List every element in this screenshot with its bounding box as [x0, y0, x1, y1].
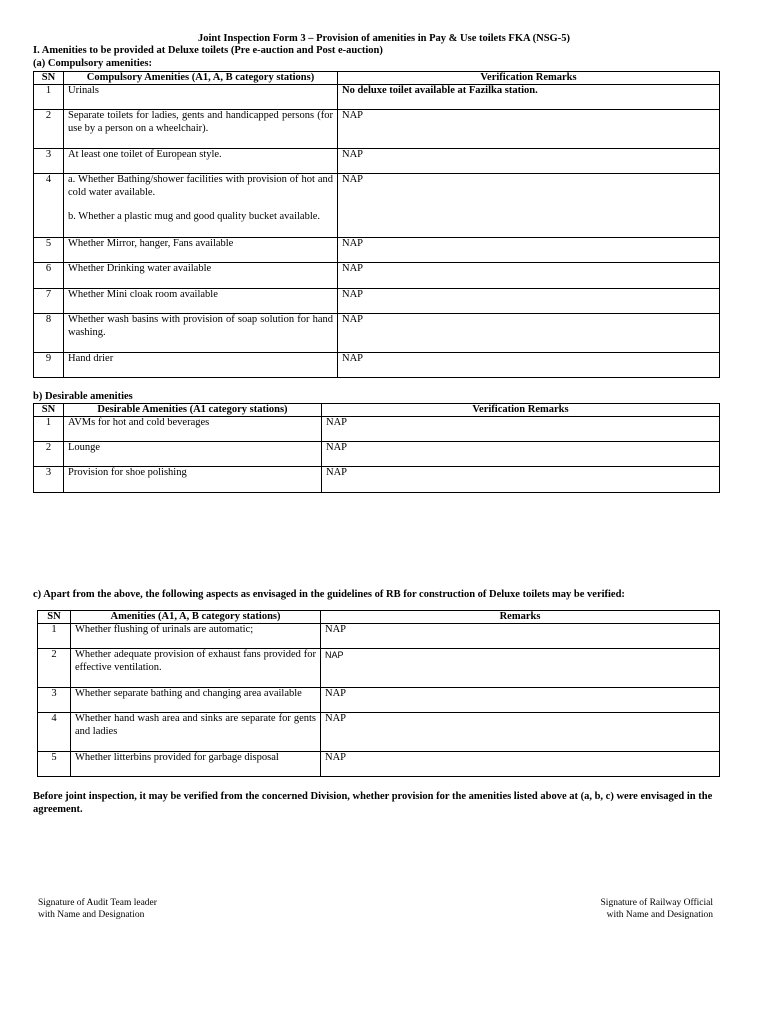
row-amenity: Whether adequate provision of exhaust fans provided for effective ventilation.: [71, 649, 321, 688]
verification-note: Before joint inspection, it may be verified from the concerned Division, whether provision for the amenities listed above at (a, b, c) were envisaged in the agreement.: [33, 791, 713, 815]
audit-signature-designation: with Name and Designation: [38, 909, 145, 920]
row-sn: 1: [34, 85, 64, 110]
table-header-row: [34, 404, 720, 417]
railway-signature-designation: with Name and Designation: [606, 909, 713, 920]
row-amenity: Whether Drinking water available: [64, 263, 338, 289]
row-remark: NAP: [322, 467, 720, 493]
row-remark: NAP: [321, 624, 720, 649]
row-amenity: Lounge: [64, 442, 322, 467]
column-header-sn: SN: [34, 404, 64, 417]
table-row: [34, 467, 720, 493]
row-amenity: Whether separate bathing and changing area available: [71, 688, 321, 713]
railway-signature-block: [570, 898, 713, 921]
column-header-sn: SN: [38, 611, 71, 624]
row-sn: 2: [38, 649, 71, 688]
row-amenity: Whether Mirror, hanger, Fans available: [64, 238, 338, 263]
column-header-remarks: Remarks: [321, 611, 720, 624]
table-row: [34, 174, 720, 238]
row-remark: NAP: [338, 174, 720, 238]
column-header-amenities: Desirable Amenities (A1 category stations): [64, 404, 322, 417]
row-remark: No deluxe toilet available at Fazilka station.: [338, 85, 720, 110]
table-row: [34, 442, 720, 467]
row-sn: 5: [38, 752, 71, 777]
column-header-remarks: Verification Remarks: [338, 72, 720, 85]
table-row: [38, 713, 720, 752]
table-row: [38, 688, 720, 713]
railway-signature-label: Signature of Railway Official: [600, 898, 713, 908]
row-sn: 4: [38, 713, 71, 752]
row-sn: 1: [38, 624, 71, 649]
row-sn: 3: [34, 149, 64, 174]
table-row: [34, 263, 720, 289]
row-amenity-part-b: b. Whether a plastic mug and good quality bucket available.: [68, 211, 321, 222]
row-remark: NAP: [338, 238, 720, 263]
row-amenity: Provision for shoe polishing: [64, 467, 322, 493]
row-sn: 4: [34, 174, 64, 238]
column-header-sn: SN: [34, 72, 64, 85]
row-sn: 9: [34, 353, 64, 378]
section-a-heading: (a) Compulsory amenities:: [33, 58, 152, 69]
column-header-amenities: Compulsory Amenities (A1, A, B category stations): [64, 72, 338, 85]
row-sn: 3: [34, 467, 64, 493]
row-amenity: Urinals: [64, 85, 338, 110]
row-amenity: Whether Mini cloak room available: [64, 289, 338, 314]
table-row: [34, 289, 720, 314]
table-row: [38, 752, 720, 777]
row-remark: NAP: [321, 752, 720, 777]
row-remark: NAP: [321, 649, 720, 688]
row-remark: NAP: [322, 442, 720, 467]
compulsory-amenities-table: [33, 71, 720, 378]
row-sn: 2: [34, 110, 64, 149]
row-sn: 2: [34, 442, 64, 467]
row-amenity: [64, 174, 338, 238]
table-header-row: [38, 611, 720, 624]
row-remark: NAP: [338, 289, 720, 314]
row-amenity: Whether wash basins with provision of soap solution for hand washing.: [64, 314, 338, 353]
table-row: [34, 353, 720, 378]
table-row: [38, 624, 720, 649]
section-c-heading: c) Apart from the above, the following aspects as envisaged in the guidelines of RB for construction of Deluxe toilets may be verified:: [33, 589, 625, 600]
row-remark: NAP: [338, 110, 720, 149]
row-remark: NAP: [338, 353, 720, 378]
row-amenity: Whether litterbins provided for garbage disposal: [71, 752, 321, 777]
row-amenity-part-a: a. Whether Bathing/shower facilities with provision of hot and cold water available.: [68, 174, 333, 198]
table-row: [34, 238, 720, 263]
table-header-row: [34, 72, 720, 85]
row-sn: 3: [38, 688, 71, 713]
row-amenity: Hand drier: [64, 353, 338, 378]
row-sn: 5: [34, 238, 64, 263]
row-sn: 8: [34, 314, 64, 353]
row-remark: NAP: [321, 688, 720, 713]
table-row: [34, 110, 720, 149]
row-sn: 7: [34, 289, 64, 314]
table-row: [34, 85, 720, 110]
table-row: [34, 417, 720, 442]
section-1-heading: I. Amenities to be provided at Deluxe toilets (Pre e-auction and Post e-auction): [33, 45, 383, 56]
row-remark: NAP: [338, 314, 720, 353]
row-amenity: Whether flushing of urinals are automatic;: [71, 624, 321, 649]
form-title: Joint Inspection Form 3 – Provision of amenities in Pay & Use toilets FKA (NSG-5): [198, 33, 570, 44]
audit-signature-label: Signature of Audit Team leader: [38, 898, 157, 908]
desirable-amenities-table: [33, 403, 720, 493]
table-row: [38, 649, 720, 688]
row-amenity: Separate toilets for ladies, gents and handicapped persons (for use by a person on a wheelchair).: [64, 110, 338, 149]
row-remark: NAP: [322, 417, 720, 442]
row-sn: 6: [34, 263, 64, 289]
row-amenity: At least one toilet of European style.: [64, 149, 338, 174]
section-b-heading: b) Desirable amenities: [33, 391, 133, 402]
row-sn: 1: [34, 417, 64, 442]
column-header-amenities: Amenities (A1, A, B category stations): [71, 611, 321, 624]
row-amenity: Whether hand wash area and sinks are separate for gents and ladies: [71, 713, 321, 752]
table-row: [34, 314, 720, 353]
guideline-aspects-table: [37, 610, 720, 777]
audit-signature-block: [38, 898, 157, 921]
table-row: [34, 149, 720, 174]
row-remark: NAP: [321, 713, 720, 752]
row-remark: NAP: [338, 149, 720, 174]
row-remark: NAP: [338, 263, 720, 289]
column-header-remarks: Verification Remarks: [322, 404, 720, 417]
row-amenity: AVMs for hot and cold beverages: [64, 417, 322, 442]
